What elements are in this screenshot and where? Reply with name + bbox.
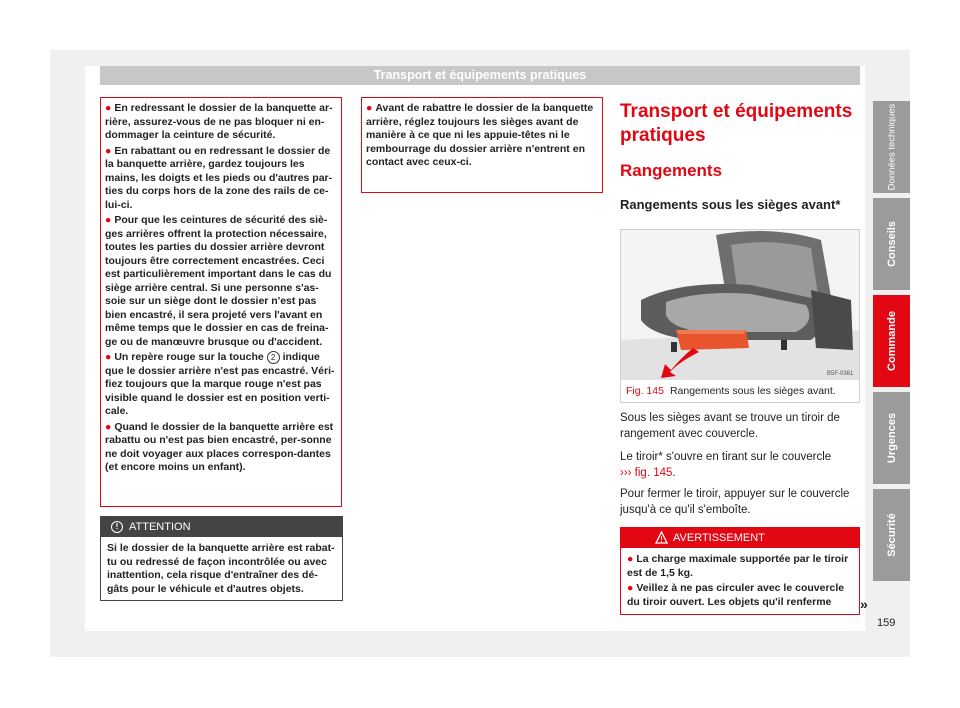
page-number: 159 bbox=[877, 617, 896, 629]
tab-label: Urgences bbox=[885, 412, 898, 464]
attention-header bbox=[101, 517, 342, 537]
tab-urgences[interactable] bbox=[873, 392, 910, 484]
button-number-badge: 2 bbox=[267, 351, 280, 364]
figure-caption bbox=[626, 385, 836, 397]
attention-box bbox=[100, 516, 343, 601]
tab-donnees-techniques[interactable] bbox=[873, 101, 910, 193]
tab-label: Sécurité bbox=[885, 513, 898, 557]
page-title: Transport et équipements pratiques bbox=[620, 101, 853, 146]
warning-item: ● Avant de rabattre le dossier de la banquette arrière, réglez toujours les sièges avant de manière à ce que ni les appuie-têtes ni le rembourrage du dossier arrière n'entrent en contact avec ceux-ci. bbox=[366, 102, 594, 168]
continue-mark: » bbox=[860, 596, 868, 612]
figure-caption-text: Rangements sous les sièges avant. bbox=[669, 385, 836, 397]
warning-item: ● En redressant le dossier de la banquette ar-rière, assurez-vous de ne pas bloquer ni en-dommager la ceinture de sécurité. bbox=[105, 102, 333, 141]
tab-conseils[interactable] bbox=[873, 198, 910, 290]
seat-drawer-illustration bbox=[621, 230, 859, 380]
figure-number: Fig. 145 bbox=[626, 385, 664, 397]
tab-label: Conseils bbox=[885, 221, 898, 267]
running-header: Transport et équipements pratiques bbox=[100, 66, 860, 85]
tab-label: Commande bbox=[885, 311, 898, 371]
warning-item: ● Pour que les ceintures de sécurité des siè-ges arrières offrent la protection nécessaire, toutes les parties du dossier arrière devront toujours être correctement encastrées. Ceci est particulièrement important dans le cas du siège arrière central. Si une personne s'as-soie sur un siège dont le dossier n'est pas bien encastré, il sera projeté vers l'avant en même temps que le dossier en cas de freina-ge ou de manœuvre brusque ou d'accident. bbox=[105, 214, 332, 348]
paragraph: Le tiroir* s'ouvre en tirant sur le couvercle ››› fig. 145. bbox=[620, 451, 832, 479]
warning-item: ● En rabattant ou en redressant le dossier de la banquette arrière, gardez toujours les mains, les doigts et les pieds ou d'autres par-ties du corps hors de la zone des rails de ce-lui-ci. bbox=[105, 144, 333, 211]
warning-item: ● Veillez à ne pas circuler avec le couvercle du tiroir ouvert. Les objets qu'il renferme bbox=[627, 582, 845, 608]
warning-item: ● La charge maximale supportée par le tiroir est de 1,5 kg. bbox=[627, 553, 849, 579]
attention-text: Si le dossier de la banquette arrière est rabat-tu ou redressé de façon incontrôlée ou avec inattention, cela risque d'entraîner des dé-gâts pour le véhicule et d'autres objets. bbox=[107, 542, 335, 595]
warning-item: ● Un repère rouge sur la touche 2 indique que le dossier arrière n'est pas encastré. Véri-fiez toujours que la marque rouge n'est pas visible quand le dossier est en position verti-cale. bbox=[105, 351, 335, 417]
paragraph: Sous les sièges avant se trouve un tiroir de rangement avec couvercle. bbox=[620, 412, 840, 440]
tab-commande[interactable] bbox=[873, 295, 910, 387]
avertissement-header bbox=[621, 528, 859, 548]
figure-code: B5F-0361 bbox=[827, 371, 854, 377]
figure-reference-link[interactable]: ››› fig. 145 bbox=[620, 466, 673, 479]
warning-triangle-icon bbox=[655, 531, 668, 544]
tab-securite[interactable] bbox=[873, 489, 910, 581]
avertissement-box bbox=[620, 527, 860, 615]
attention-label: ATTENTION bbox=[129, 521, 191, 533]
left-warning-box bbox=[100, 97, 342, 507]
section-title: Rangements bbox=[620, 161, 723, 180]
warning-item: ● Quand le dossier de la banquette arrière est rabattu ou n'est pas bien encastré, per-sonne ne doit voyager aux places correspon-dantes (et encore moins un enfant). bbox=[105, 420, 334, 473]
tab-label: Données techniques bbox=[886, 103, 897, 191]
middle-warning-box bbox=[361, 97, 603, 193]
avertissement-label: AVERTISSEMENT bbox=[673, 532, 765, 544]
figure-145 bbox=[620, 229, 860, 403]
paragraph: Pour fermer le tiroir, appuyer sur le couvercle jusqu'à ce qu'il s'emboîte. bbox=[620, 488, 850, 516]
info-circle-icon: ! bbox=[111, 521, 123, 533]
subsection-title: Rangements sous les sièges avant* bbox=[620, 197, 841, 212]
